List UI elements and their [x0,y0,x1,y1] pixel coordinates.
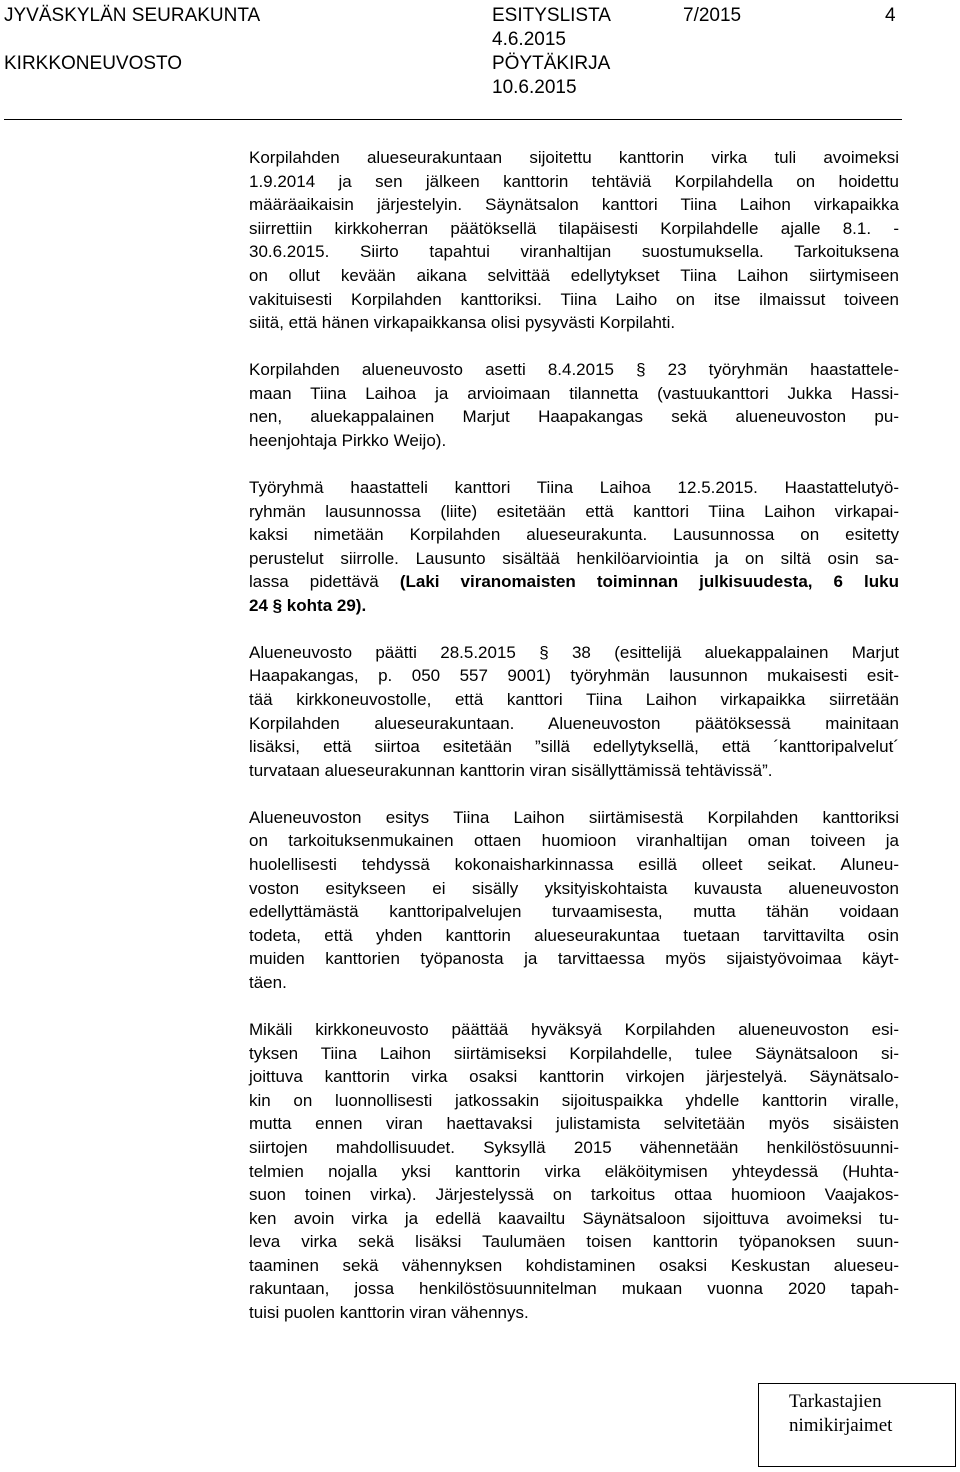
document-body [249,146,899,1348]
minutes-label: PÖYTÄKIRJA [492,53,611,74]
text-line: siitä, että hänen virkapaikkansa olisi pysyvästi Korpilahti. [249,313,676,333]
text-line: vakituisesti Korpilahden kanttoriksi. Tiina Laiho on itse ilmaissut toiveen [249,289,899,309]
text-line [249,594,899,618]
text-segment: lassa pidettävä [249,572,379,592]
text-line: kin on luonnollisesti jatkossakin sijoituspaikka yhdelle kanttorin viralle, [249,1090,899,1110]
text-line: Korpilahden alueseurakuntaan sijoitettu kanttorin virka tuli avoimeksi [249,148,899,167]
text-line [249,570,899,594]
text-line: Korpilahden alueseurakuntaan. Alueneuvoston päätöksessä mainitaan [249,713,899,733]
text-line: tuisi puolen kanttorin viran vähennys. [249,1303,529,1323]
text-line: täen. [249,972,287,992]
text-line: Korpilahden alueneuvosto asetti 8.4.2015 § 23 työryhmän haastattele- [249,360,899,380]
text-line: Mikäli kirkkoneuvosto päättää hyväksyä Korpilahden alueneuvoston esi- [249,1019,899,1039]
text-line: Alueneuvosto päätti 28.5.2015 § 38 (esittelijä aluekappalainen Marjut [249,642,899,662]
minutes-date: 10.6.2015 [492,77,577,98]
text-line: edellyttämästä kanttoripalvelujen turvaamisesta, mutta tähän voidaan [249,902,899,922]
text-line: nen, aluekappalainen Marjut Haapakangas sekä alueneuvoston pu- [249,407,899,427]
text-line: Työryhmä haastatteli kanttori Tiina Laihoa 12.5.2015. Haastattelutyö- [249,477,899,497]
text-line: perustelut siirrolle. Lausunto sisältää henkilöarviointia ja on siltä osin sa- [249,548,899,568]
text-line: on ollut kevään aikana selvittää edellytykset Tiina Laihon siirtymiseen [249,265,899,285]
text-line: määräaikaisin järjestelyin. Säynätsalon kanttori Tiina Laihon virkapaikka [249,195,899,215]
text-line: 30.6.2015. Siirto tapahtui viranhaltijan suostumuksella. Tarkoituksena [249,242,899,262]
document-type: ESITYSLISTA [492,5,611,26]
stamp-line-2: nimikirjaimet [789,1415,893,1436]
text-line: ryhmän lausunnossa (liite) esitetään että kanttori Tiina Laihon virkapai- [249,501,899,521]
text-line: lisäksi, että siirtoa esitetään ”sillä edellytyksellä, että ´kanttoripalvelut´ [249,737,899,757]
text-line: Haapakangas, p. 050 557 9001) työryhmän lausunnon mukaisesti esit- [249,666,899,686]
text-line: rakuntaan, jossa henkilöstösuunnitelman mukaan vuonna 2020 tapah- [249,1279,899,1299]
issue-number: 7/2015 [683,5,742,26]
reviewer-initials-box [758,1383,956,1467]
paragraph-council-decision [249,641,899,783]
paragraph-background [249,146,899,335]
text-line: todeta, että yhden kanttorin alueseurakuntaa tuetaan tarvittavilta osin [249,925,899,945]
text-line: tyksen Tiina Laihon siirtämiseksi Korpilahdelle, tulee Säynätsaloon si- [249,1043,899,1063]
page-number: 4 [885,5,896,26]
legal-reference-end: 24 § kohta 29). [249,595,367,615]
text-line: siirrettiin kirkkoherran päätöksellä tilapäisesti Korpilahdelle ajalle 8.1. - [249,218,899,238]
text-line: huolellisesti tehdyssä kokonaisharkinnassa esillä olleet seikat. Aluneu- [249,855,899,874]
text-line: tää kirkkoneuvostolle, että kanttori Tiina Laihon virkapaikka siirretään [249,690,899,710]
text-line: suon toinen virka). Järjestelyssä on tarkoitus ottaa huomioon Vaajakos- [249,1185,899,1205]
legal-reference: (Laki viranomaisten toiminnan julkisuudesta, 6 luku [399,572,900,592]
text-line: mutta ennen viran haettavaksi julistamista selvitetään myös sisäisten [249,1114,899,1134]
text-line: on tarkoituksenmukainen ottaen huomioon viranhaltijan oman toiveen ja [249,831,899,851]
text-line: 1.9.2014 ja sen jälkeen kanttorin tehtäviä Korpilahdella on hoidettu [249,171,899,191]
text-line: muiden kanttorien työpanosta ja tarvittaessa myös sijaistyövoimaa käyt- [249,949,899,969]
text-line: joittuva kanttorin virka osaksi kanttorin virkojen järjestelyä. Säynätsalo- [249,1067,899,1087]
header-divider [4,119,902,120]
text-line: ken avoin virka ja edellä kaavailtu Säynätsaloon sijoittuva avoimeksi tu- [249,1208,899,1228]
text-line: heenjohtaja Pirkko Weijo). [249,430,447,450]
paragraph-working-group [249,358,899,452]
text-line: leva virka sekä lisäksi Taulumäen toisen kanttorin työpanoksen suun- [249,1232,899,1252]
text-line: maan Tiina Laihoa ja arvioimaan tilannetta (vastuukanttori Jukka Hassi- [249,383,899,403]
text-line: Alueneuvoston esitys Tiina Laihon siirtämisestä Korpilahden kanttoriksi [249,807,899,827]
paragraph-assessment [249,806,899,995]
paragraph-interview [249,476,899,618]
text-line: taaminen sekä vähennyksen kohdistaminen osaksi Keskustan alueseu- [249,1255,899,1275]
stamp-line-1: Tarkastajien [789,1391,882,1412]
text-line: turvataan alueseurakunnan kanttorin viran sisällyttämissä tehtävissä”. [249,760,773,780]
governing-body: KIRKKONEUVOSTO [4,53,183,74]
organization-name: JYVÄSKYLÄN SEURAKUNTA [4,5,261,26]
text-line: siirtojen mahdollisuudet. Syksyllä 2015 vähennetään henkilöstösuunni- [249,1137,899,1157]
paragraph-arrangements [249,1018,899,1325]
text-line: kaksi nimetään Korpilahden alueseurakunta. Lausunnossa on esitetty [249,525,899,545]
document-date: 4.6.2015 [492,29,566,50]
text-line: voston esitykseen ei sisälly yksityiskohtaista kuvausta alueneuvoston [249,878,899,898]
text-line: telmien nojalla yksi kanttorin virka eläköitymisen yhteydessä (Huhta- [249,1161,899,1181]
